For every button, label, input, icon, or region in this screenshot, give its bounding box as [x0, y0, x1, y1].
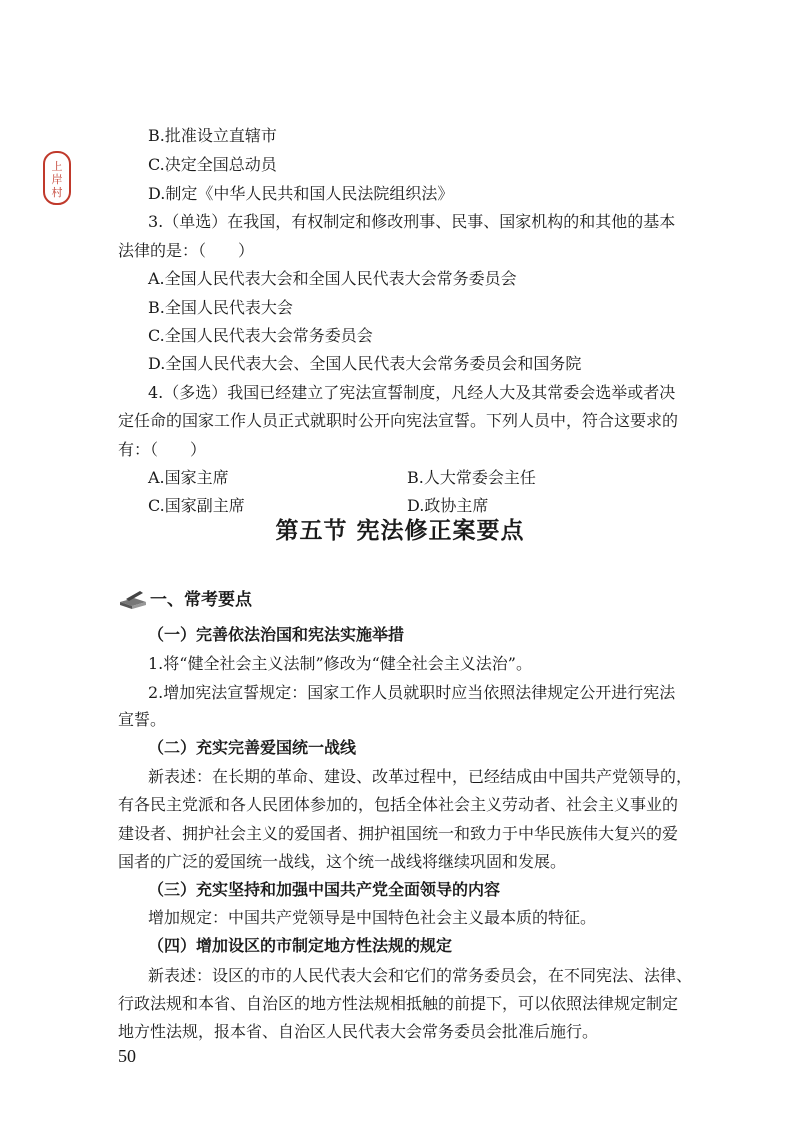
pen-book-icon: [118, 588, 148, 610]
point-3-title: （三）充实坚持和加强中国共产党全面领导的内容: [148, 880, 501, 899]
option-line: C.决定全国总动员: [148, 155, 277, 174]
paragraph-line: 新表述：设区的市的人民代表大会和它们的常务委员会，在不同宪法、法律、: [148, 966, 693, 985]
section-title: 第五节 宪法修正案要点: [275, 518, 525, 544]
svg-text:岸: 岸: [51, 173, 63, 186]
paragraph-line: 2.增加宪法宣誓规定：国家工作人员就职时应当依照法律规定公开进行宪法: [148, 683, 676, 702]
question-4-option-b: B.人大常委会主任: [407, 468, 536, 487]
seal-logo: [42, 150, 72, 206]
svg-text:上: 上: [51, 160, 63, 173]
subsection-title: 一、常考要点: [150, 590, 252, 610]
option-line: D.制定《中华人民共和国人民法院组织法》: [148, 184, 454, 203]
question-4-option-c: C.国家副主席: [148, 496, 245, 515]
question-4-stem-cont: 定任命的国家工作人员正式就职时公开向宪法宣誓。下列人员中，符合这要求的: [118, 411, 679, 430]
paragraph-line: 国者的广泛的爱国统一战线，这个统一战线将继续巩固和发展。: [118, 852, 567, 871]
paragraph-line: 新表述：在长期的革命、建设、改革过程中，已经结成由中国共产党领导的，: [148, 767, 693, 786]
paragraph-line: 行政法规和本省、自治区的地方性法规相抵触的前提下，可以依照法律规定制定: [118, 994, 679, 1013]
question-4-option-d: D.政协主席: [407, 496, 489, 515]
question-3-option-d: D.全国人民代表大会、全国人民代表大会常务委员会和国务院: [148, 354, 582, 373]
page-number: 50: [118, 1046, 136, 1066]
question-3-option-c: C.全国人民代表大会常务委员会: [148, 326, 373, 345]
question-4-option-a: A.国家主席: [148, 468, 229, 487]
question-4-stem-cont: 有：（ ）: [118, 440, 207, 459]
svg-text:村: 村: [51, 186, 63, 199]
paragraph-line: 建设者、拥护社会主义的爱国者、拥护祖国统一和致力于中华民族伟大复兴的爱: [118, 824, 679, 843]
question-3-stem-cont: 法律的是：（ ）: [118, 241, 255, 260]
paragraph-line: 有各民主党派和各人民团体参加的，包括全体社会主义劳动者、社会主义事业的: [118, 795, 679, 814]
point-1-title: （一）完善依法治国和宪法实施举措: [148, 625, 405, 644]
question-3-option-a: A.全国人民代表大会和全国人民代表大会常务委员会: [148, 269, 517, 288]
paragraph-line: 增加规定：中国共产党领导是中国特色社会主义最本质的特征。: [148, 908, 597, 927]
paragraph-line: 宣誓。: [118, 710, 167, 729]
option-line: B.批准设立直辖市: [148, 126, 277, 145]
paragraph-line: 1.将“健全社会主义法制”修改为“健全社会主义法治”。: [148, 654, 532, 673]
point-4-title: （四）增加设区的市制定地方性法规的规定: [148, 936, 453, 955]
point-2-title: （二）充实完善爱国统一战线: [148, 738, 357, 757]
question-3-option-b: B.全国人民代表大会: [148, 298, 293, 317]
question-4-stem: 4.（多选）我国已经建立了宪法宣誓制度，凡经人大及其常委会选举或者决: [148, 383, 676, 402]
question-3-stem: 3.（单选）在我国，有权制定和修改刑事、民事、国家机构的和其他的基本: [148, 212, 676, 231]
paragraph-line: 地方性法规，报本省、自治区人民代表大会常务委员会批准后施行。: [118, 1022, 599, 1041]
